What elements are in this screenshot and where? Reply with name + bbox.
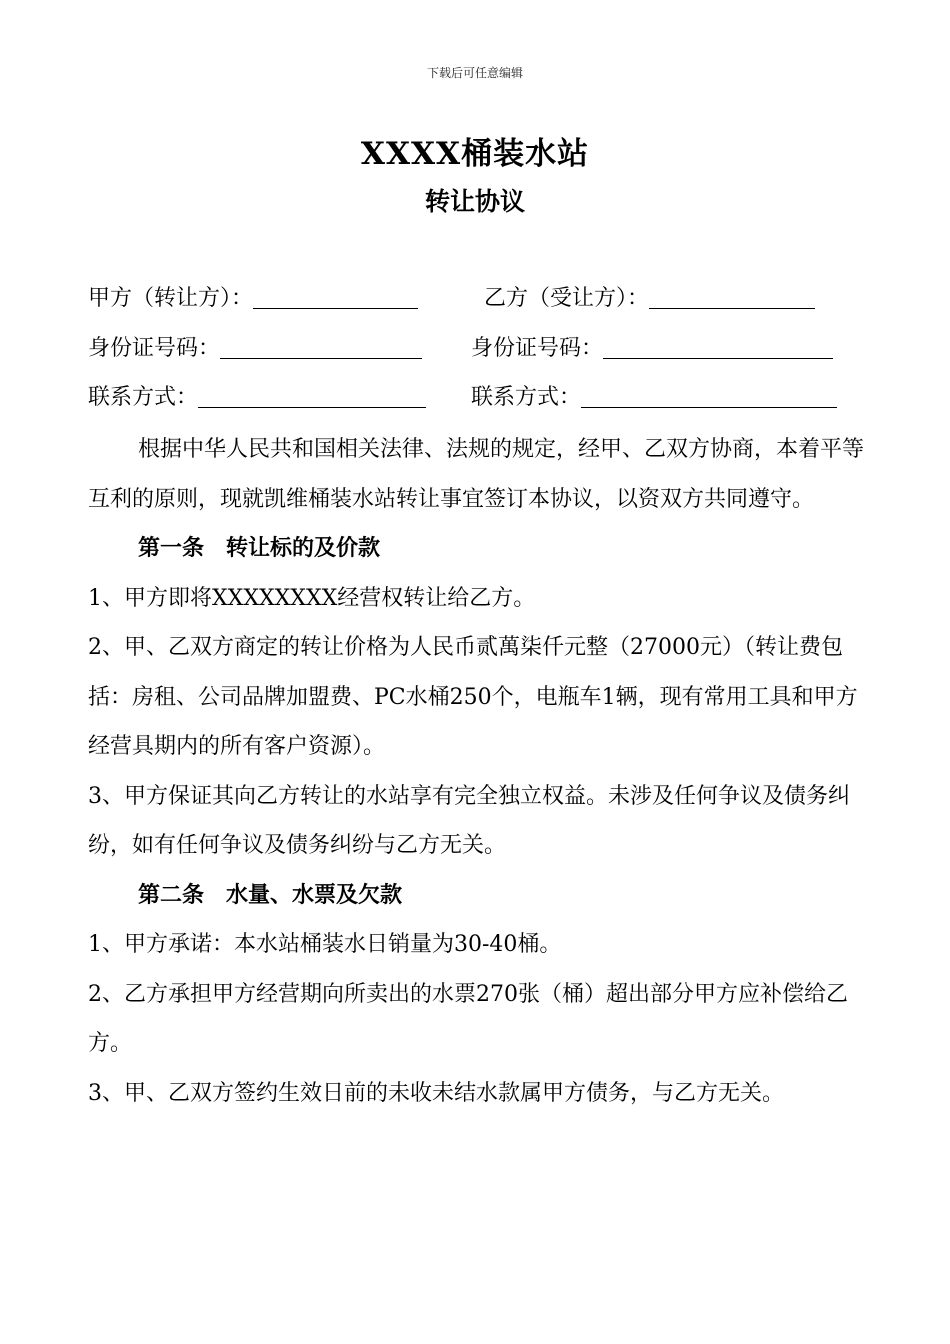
party-b-row — [484, 284, 815, 314]
document-title: XXXX桶装水站 — [360, 136, 590, 172]
party-a-row — [88, 284, 418, 314]
id-b-label: 身份证号码： — [471, 336, 604, 361]
agreement-body — [88, 425, 868, 1118]
section-1-clause-1: 1、甲方即将XXXXXXXX经营权转让给乙方。 — [88, 585, 536, 611]
section-2-heading: 第二条 水量、水票及欠款 — [138, 881, 403, 908]
section-2-clause-2: 2、乙方承担甲方经营期向所卖出的水票270张（桶）超出部分甲方应补偿给乙方。 — [88, 981, 848, 1056]
header-note: 下载后可任意编辑 — [426, 66, 523, 80]
id-a-row — [88, 334, 422, 364]
section-2-clause-1: 1、甲方承诺：本水站桶装水日销量为30-40桶。 — [88, 932, 562, 957]
party-a-label: 甲方（转让方）： — [88, 286, 254, 311]
section-1-heading: 第一条 转让标的及价款 — [138, 535, 381, 561]
id-a-blank[interactable] — [220, 336, 422, 359]
id-b-blank[interactable] — [603, 336, 833, 359]
section-1-clause-3: 3、甲方保证其向乙方转让的水站享有完全独立权益。未涉及任何争议及债务纠纷，如有任何争议及债务纠纷与乙方无关。 — [88, 783, 850, 858]
id-a-label: 身份证号码： — [88, 336, 221, 361]
party-a-blank[interactable] — [253, 286, 418, 309]
party-b-label: 乙方（受让方）： — [484, 286, 650, 311]
party-b-blank[interactable] — [649, 286, 815, 309]
preamble-paragraph: 根据中华人民共和国相关法律、法规的规定，经甲、乙双方协商，本着平等互利的原则，现就凯维桶装水站转让事宜签订本协议，以资双方共同遵守。 — [88, 437, 865, 512]
section-2-clause-3: 3、甲、乙双方签约生效日前的未收未结水款属甲方债务，与乙方无关。 — [88, 1080, 784, 1106]
contact-a-row — [88, 383, 426, 413]
contact-b-label: 联系方式： — [471, 385, 582, 410]
section-1-clause-2: 2、甲、乙双方商定的转让价格为人民币贰萬柒仟元整（27000元）（转让费包括：房租、公司品牌加盟费、PC水桶250个，电瓶车1辆，现有常用工具和甲方经营具期内的所有客户资源）。 — [88, 635, 858, 759]
contact-a-label: 联系方式： — [88, 385, 199, 410]
contact-b-blank[interactable] — [581, 385, 837, 408]
id-b-row — [471, 334, 833, 364]
contact-a-blank[interactable] — [198, 385, 426, 408]
contact-b-row — [471, 383, 837, 413]
document-subtitle: 转让协议 — [424, 187, 525, 216]
